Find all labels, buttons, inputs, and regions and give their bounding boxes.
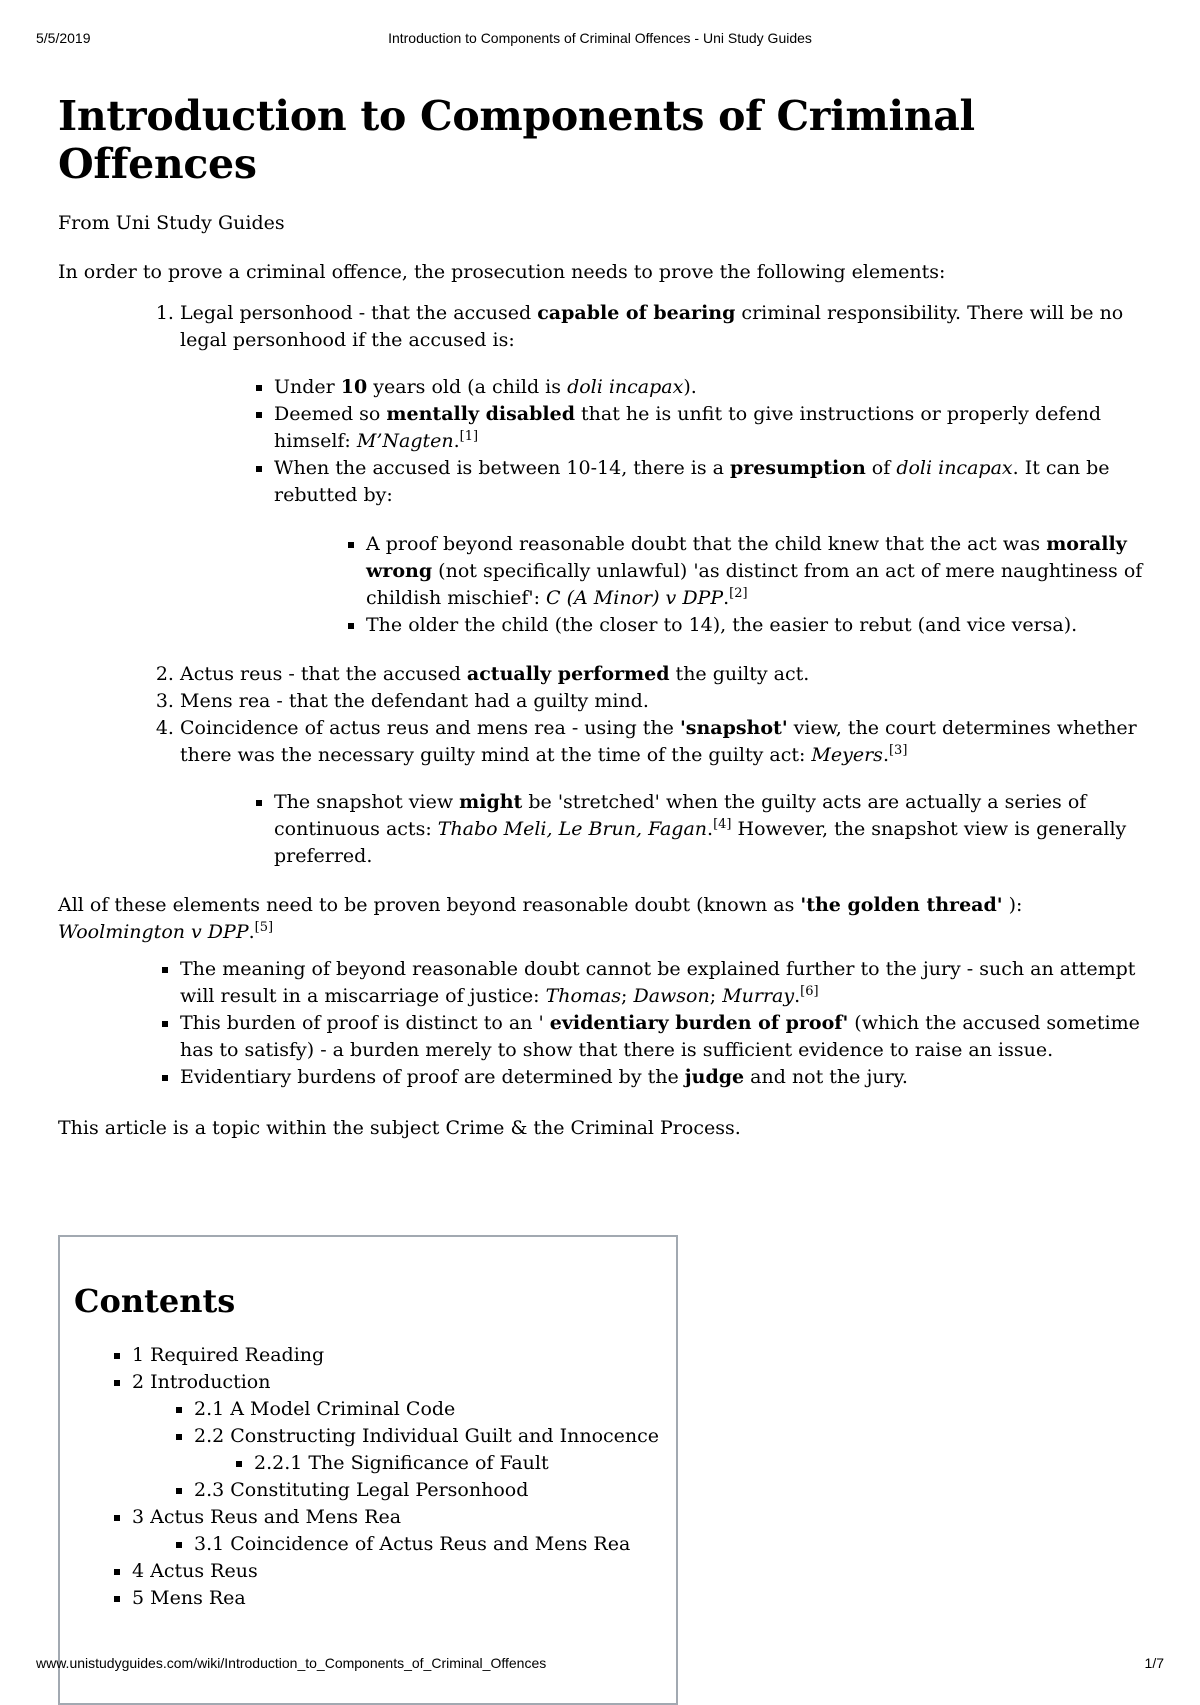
toc-item-mens-rea[interactable]: ▪ 5 Mens Rea	[132, 1585, 676, 1612]
bold-text: might	[459, 791, 523, 813]
text: This burden of proof is distinct to an '	[180, 1012, 550, 1034]
print-date: 5/5/2019	[36, 30, 91, 46]
bold-text: 10	[340, 376, 368, 398]
rebuttal-sublist	[274, 531, 1148, 639]
case-citation: Woolmington v DPP	[58, 921, 249, 943]
text: Coincidence of actus reus and mens rea - using the	[180, 717, 680, 739]
list-item	[274, 455, 1148, 639]
toc-item-significance-of-fault[interactable]: ▪ 2.2.1 The Significance of Fault	[254, 1450, 676, 1477]
list-item	[180, 661, 1148, 688]
topic-note: This article is a topic within the subject Crime & the Criminal Process.	[58, 1117, 741, 1139]
text: When the accused is between 10-14, there is a	[274, 457, 730, 479]
text: of	[865, 457, 897, 479]
text: ).	[683, 376, 697, 398]
bold-text: mentally disabled	[386, 403, 575, 425]
italic-text: doli incapax	[567, 376, 684, 398]
text: ;	[621, 985, 634, 1007]
list-item: ▪ The older the child (the closer to 14), the easier to rebut (and vice versa).	[366, 612, 1148, 639]
page-title: Introduction to Components of Criminal Offences	[58, 92, 975, 188]
article-content	[58, 92, 1148, 1164]
text: and not the jury.	[744, 1066, 908, 1088]
case-citation: Thomas	[545, 985, 622, 1007]
text: All of these elements need to be proven beyond reasonable doubt (known as	[58, 894, 801, 916]
text: (not specifically unlawful) 'as distinct from an act of mere naughtiness of childish mischief':	[366, 560, 1143, 609]
bold-text: 'the golden thread'	[800, 894, 1003, 916]
personhood-sublist	[180, 374, 1148, 639]
bold-text: capable of bearing	[537, 302, 736, 324]
text: .	[794, 985, 801, 1007]
table-of-contents	[58, 1235, 678, 1705]
footnote-ref[interactable]: [6]	[800, 984, 819, 999]
footnote-ref[interactable]: [3]	[888, 743, 908, 758]
print-footer	[36, 1655, 1164, 1675]
text: .	[453, 430, 460, 452]
footnote-ref[interactable]: [4]	[713, 817, 732, 832]
print-header	[36, 30, 1164, 50]
toc-sublist	[132, 1396, 676, 1504]
toc-item-label[interactable]: 2 Introduction	[132, 1371, 271, 1393]
toc-item-actus-reus-mens-rea[interactable]	[132, 1504, 676, 1558]
case-citation: M’Nagten	[356, 430, 454, 452]
text: The snapshot view	[274, 791, 460, 813]
text: the guilty act.	[669, 663, 810, 685]
bold-text: judge	[684, 1066, 745, 1088]
text: criminal responsibility. There will be no legal personhood if the accused is:	[180, 302, 1124, 351]
bold-text: evidentiary burden of proof'	[549, 1012, 849, 1034]
bold-text: presumption	[730, 457, 866, 479]
list-item	[180, 300, 1148, 639]
site-subtitle: From Uni Study Guides	[58, 212, 285, 234]
italic-text: doli incapax	[896, 457, 1013, 479]
toc-item-coincidence[interactable]: ▪ 3.1 Coincidence of Actus Reus and Mens Rea	[194, 1531, 676, 1558]
text: Evidentiary burdens of proof are determined by the	[180, 1066, 685, 1088]
list-item	[274, 374, 1148, 401]
list-item	[180, 1010, 1148, 1064]
toc-item-introduction[interactable]	[132, 1369, 676, 1504]
golden-thread-paragraph	[58, 892, 1148, 946]
toc-item-label[interactable]: 3 Actus Reus and Mens Rea	[132, 1506, 402, 1528]
intro-paragraph: In order to prove a criminal offence, the prosecution needs to prove the following elements:	[58, 261, 946, 283]
list-item	[180, 715, 1148, 870]
toc-sublist	[194, 1450, 676, 1477]
text: ;	[709, 985, 723, 1007]
text: Deemed so	[274, 403, 387, 425]
list-item	[274, 401, 1148, 455]
text: that he is unfit to give instructions or properly defend himself:	[274, 403, 1101, 452]
text: .	[723, 587, 730, 609]
golden-thread-list	[58, 956, 1148, 1091]
text: . It can be rebutted by:	[274, 457, 1110, 506]
bold-text: morally wrong	[366, 533, 1127, 582]
case-citation: Meyers	[811, 744, 883, 766]
text: However, the snapshot view is generally preferred.	[274, 818, 1127, 867]
case-citation: Dawson	[633, 985, 710, 1007]
text: Actus reus - that the accused	[180, 663, 467, 685]
case-citation: Thabo Meli, Le Brun, Fagan	[437, 818, 708, 840]
footnote-ref[interactable]: [5]	[254, 920, 274, 935]
toc-item-legal-personhood[interactable]: ▪ 2.3 Constituting Legal Personhood	[194, 1477, 676, 1504]
list-item: 3. Mens rea - that the defendant had a guilty mind.	[180, 688, 1148, 715]
elements-list	[58, 300, 1148, 870]
list-item	[274, 789, 1148, 870]
text: .	[707, 818, 714, 840]
toc-item-constructing-guilt[interactable]	[194, 1423, 676, 1477]
text: ):	[1002, 894, 1023, 916]
text: Legal personhood - that the accused	[180, 302, 538, 324]
text: (which the accused sometime has to satisfy) - a burden merely to show that there is sufficient evidence to raise an issue.	[180, 1012, 1140, 1061]
toc-item-model-criminal-code[interactable]: ▪ 2.1 A Model Criminal Code	[194, 1396, 676, 1423]
footnote-ref[interactable]: [1]	[459, 429, 479, 444]
toc-item-required-reading[interactable]: ▪ 1 Required Reading	[132, 1342, 676, 1369]
toc-item-actus-reus[interactable]: ▪ 4 Actus Reus	[132, 1558, 676, 1585]
list-item	[180, 1064, 1148, 1091]
text: A proof beyond reasonable doubt that the child knew that the act was	[366, 533, 1047, 555]
text: The meaning of beyond reasonable doubt cannot be explained further to the jury - such an attempt will result in a miscarriage of justice:	[180, 958, 1136, 1007]
text: .	[248, 921, 255, 943]
text: years old (a child is	[367, 376, 568, 398]
print-page-title: Introduction to Components of Criminal Offences - Uni Study Guides	[388, 30, 812, 46]
toc-title: Contents	[74, 1282, 236, 1320]
toc-item-label[interactable]: 2.2 Constructing Individual Guilt and Innocence	[194, 1425, 660, 1447]
text: view, the court determines whether there was the necessary guilty mind at the time of the guilty act:	[180, 717, 1137, 766]
list-item	[180, 956, 1148, 1010]
text: .	[882, 744, 889, 766]
footnote-ref[interactable]: [2]	[729, 586, 748, 601]
list-item	[366, 531, 1148, 612]
case-citation: Murray	[722, 985, 795, 1007]
text: be 'stretched' when the guilty acts are actually a series of continuous acts:	[274, 791, 1087, 840]
print-url: www.unistudyguides.com/wiki/Introduction_to_Components_of_Criminal_Offences	[36, 1655, 547, 1671]
print-page-number: 1/7	[1144, 1655, 1164, 1671]
toc-sublist	[132, 1531, 676, 1558]
bold-text: actually performed	[466, 663, 670, 685]
toc-list	[60, 1342, 676, 1612]
snapshot-sublist	[180, 789, 1148, 870]
case-citation: C (A Minor) v DPP	[546, 587, 724, 609]
bold-text: 'snapshot'	[679, 717, 788, 739]
text: Under	[274, 376, 341, 398]
